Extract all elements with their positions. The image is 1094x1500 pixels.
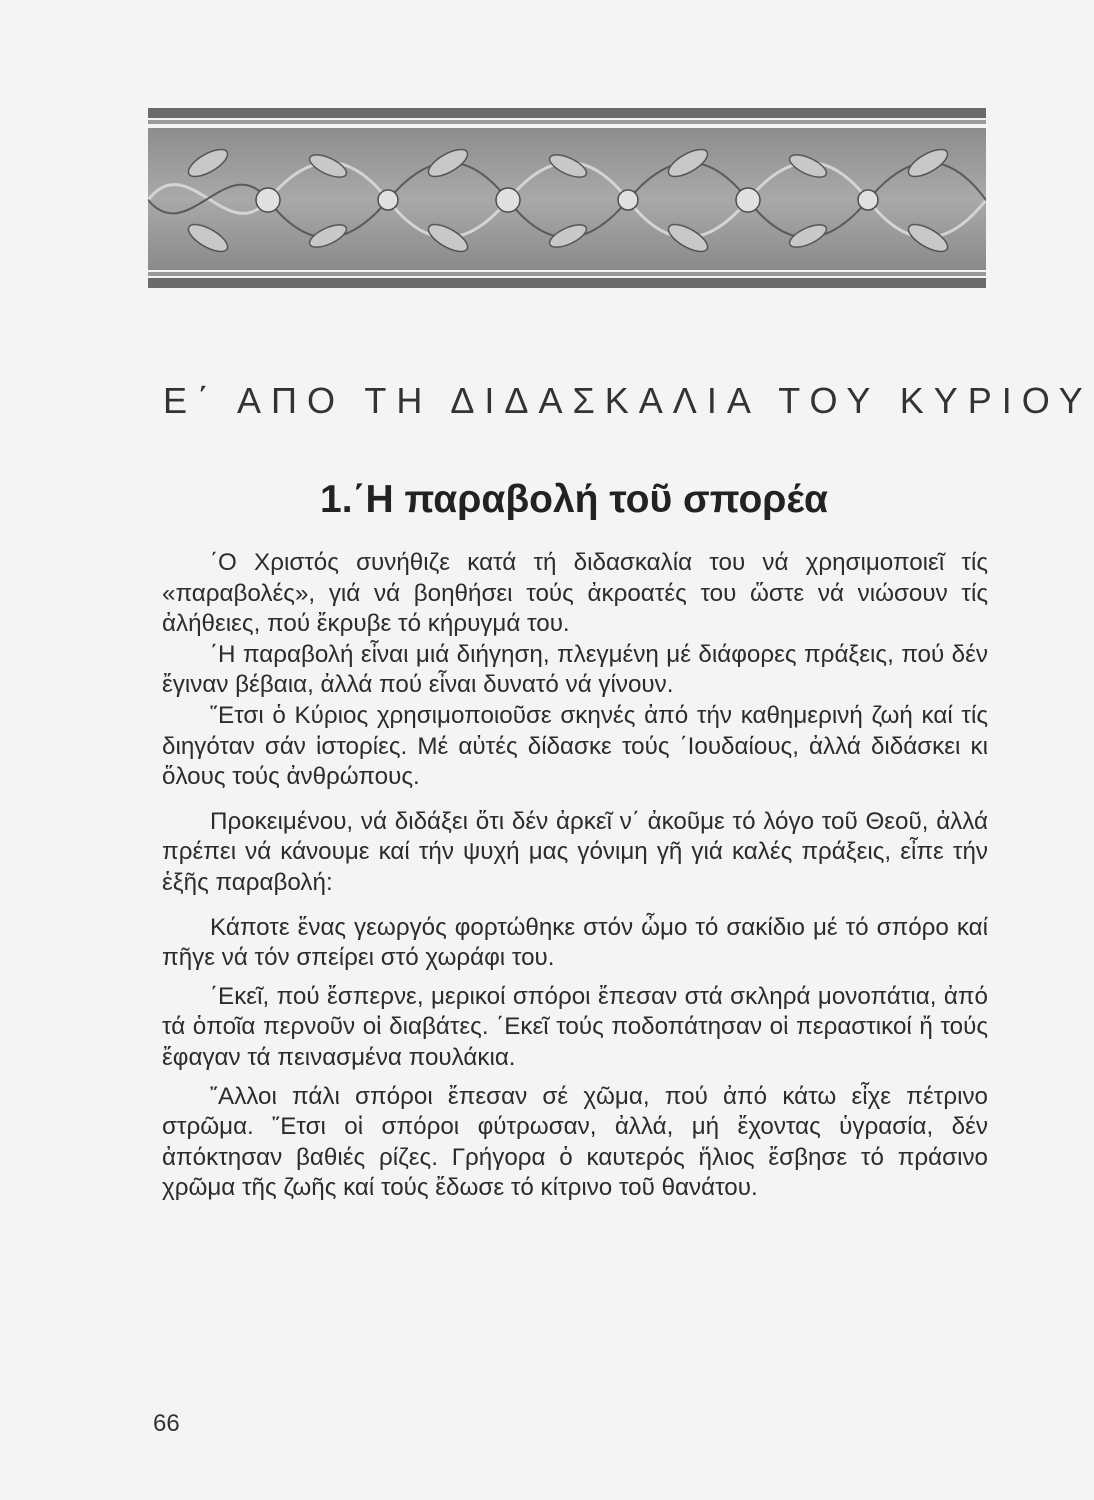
paragraph: ΄Εκεῖ, πού ἔσπερνε, μερικοί σπόροι ἔπεσαν στά σκληρά μονοπάτια, ἀπό τά ὁποῖα περνοῦν οἱ διαβάτες. ΄Εκεῖ τούς ποδοπάτησαν οἱ περαστικοί ἤ τούς ἔφαγαν τά πεινασμένα πουλάκια. <box>162 982 988 1071</box>
paragraph: Προκειμένου, νά διδάξει ὅτι δέν ἀρκεῖ ν΄ ἀκοῦμε τό λόγο τοῦ Θεοῦ, ἀλλά πρέπει νά κάνουμε καί τήν ψυχή μας γόνιμη γῆ γιά καλές πράξεις, εἶπε τήν ἑξῆς παραβολή: <box>162 807 988 896</box>
paragraph: ΄Ο Χριστός συνήθιζε κατά τή διδασκαλία του νά χρησιμοποιεῖ τίς «παραβολές», γιά νά βοηθήσει τούς ἀκροατές του ὥστε νά νιώσουν τίς ἀλήθειες, πού ἔκρυβε τό κήρυγμά του. <box>162 549 988 638</box>
section-title: Ε΄ ΑΠΟ ΤΗ ΔΙΔΑΣΚΑΛΙΑ ΤΟΥ ΚΥΡΙΟΥ <box>163 380 1093 421</box>
ornamental-header-band <box>148 108 986 288</box>
chapter-title: 1.΄Η παραβολή τοῦ σπορέα <box>320 478 828 521</box>
page-number: 66 <box>153 1410 180 1437</box>
paragraph: Κάποτε ἕνας γεωργός φορτώθηκε στόν ὦμο τό σακίδιο μέ τό σπόρο καί πῆγε νά τόν σπείρει στό χωράφι του. <box>162 913 988 972</box>
paragraph: ῞Ετσι ὁ Κύριος χρησιμοποιοῦσε σκηνές ἀπό τήν καθημερινή ζωή καί τίς διηγόταν σάν ἱστορίες. Μέ αὐτές δίδασκε τούς ΄Ιουδαίους, ἀλλά διδάσκει κι ὅλους τούς ἀνθρώπους. <box>162 701 988 791</box>
paragraph: ΄Η παραβολή εἶναι μιά διήγηση, πλεγμένη μέ διάφορες πράξεις, πού δέν ἔγιναν βέβαια, ἀλλά πού εἶναι δυνατό νά γίνουν. <box>162 640 988 699</box>
text-body <box>162 548 988 1204</box>
paragraph: ῎Αλλοι πάλι σπόροι ἔπεσαν σέ χῶμα, πού ἀπό κάτω εἶχε πέτρινο στρῶμα. ῞Ετσι οἱ σπόροι φύτρωσαν, ἀλλά, μή ἔχοντας ὑγρασία, δέν ἀπόκτησαν βαθιές ρίζες. Γρήγορα ὁ καυτερός ἥλιος ἔσβησε τό πράσινο χρῶμα τῆς ζωῆς καί τούς ἔδωσε τό κίτρινο τοῦ θανάτου. <box>162 1082 988 1202</box>
